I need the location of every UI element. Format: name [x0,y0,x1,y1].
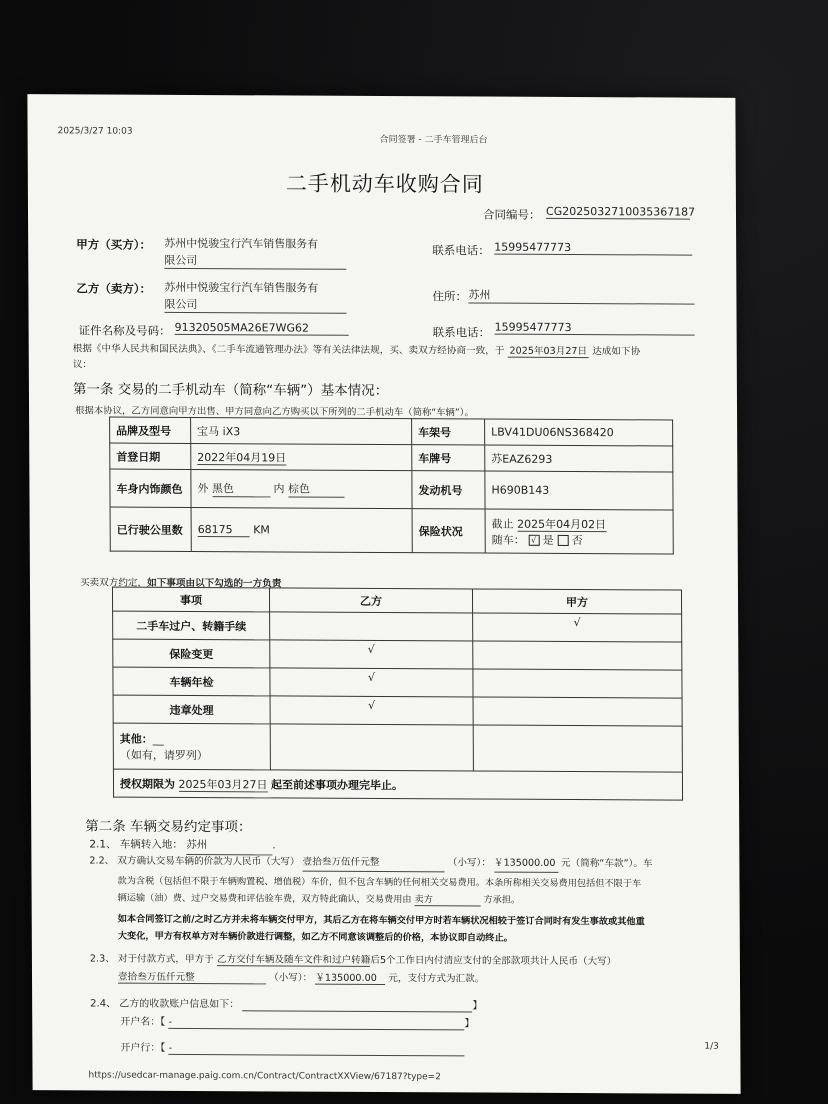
contract-no: CG2025032710035367187 [545,204,696,219]
duty-row-item: 车辆年检 [113,667,270,696]
duty-row-item: 二手车过户、转籍手续 [113,611,270,640]
duty-row-a [473,697,682,726]
duty-row-b: √ [270,668,473,697]
holder-label: 开户名：【 [120,1016,166,1028]
intro-text [73,340,641,357]
c23-small: ￥135000.00 [315,970,385,985]
c24-bracket: 】 [472,1000,483,1012]
mileage-unit: KM [253,522,270,536]
holder-row [120,1013,474,1031]
cert-phone-label: 联系电话： [432,325,491,340]
duty-table [112,587,683,801]
duty-row-item: 违章处理 [113,695,270,724]
int-color: 棕色 [288,480,344,497]
c22-no: 2.2、 [89,855,115,867]
vehicle-table [109,417,674,555]
contract-paper [27,94,740,1094]
bank-row [120,1039,464,1057]
ext-color: 黑色 [212,480,270,497]
party-b-label: 乙方（卖方）： [76,281,152,296]
party-a-phone: 15995477773 [494,241,692,256]
c24-line [242,999,472,1012]
deadline-cell [113,769,682,800]
clause-2-3-line1 [90,950,616,967]
intro-tail: 达成如下协 [592,346,641,358]
party-b-addr-label: 住所： [432,289,467,304]
clause-2-2-line1 [89,852,652,873]
mileage-cell [191,507,412,552]
c23-no: 2.3、 [89,953,115,965]
duty-row-item: 保险变更 [113,639,270,668]
clause-2-2-line3 [118,890,521,907]
c22-small-label: （小写）： [447,857,491,869]
duty-other-b [270,724,473,771]
duty-other-a [473,725,682,772]
brand-value: 宝马 iX3 [191,417,412,444]
reg-label: 首登日期 [110,443,191,469]
c22-tail: 元（简称“车款”）。车 [560,857,653,870]
article-1-title: 第一条 交易的二手机动车（简称“车辆”）基本情况： [72,381,389,400]
ins-with: 随车： [491,533,525,547]
deadline-label: 授权期限为 [119,777,176,791]
c23-upper: 壹拾叁万伍仟元整 [118,969,266,985]
bold-clause-line1: 如本合同签订之前/之时乙方并未将车辆交付甲方，其后乙方在将车辆交付甲方时若车辆状况相较于签订合同时有发生事故或其他重 [117,913,645,928]
duty-intro-a: 买卖双方约定， [79,577,148,589]
print-datetime: 2025/3/27 10:03 [57,126,133,137]
reg-value: 2022年04月19日 [197,450,287,464]
vin-value: LBV41DU06NS368420 [485,419,673,446]
party-b-name-1: 苏州中悦骏宝行汽车销售服务有 [164,280,319,295]
color-cell [191,469,412,508]
intro-body: 根据《中华人民共和国民法典》、《二手车流通管理办法》等有关法律法规，买、卖双方经协商一致，于 [72,343,505,357]
clause-2-3-line2 [118,969,484,986]
other-blank: __ [152,732,164,746]
c23-a: 对于付款方式，甲方于 [117,953,214,966]
ins-prefix: 截止 [491,517,514,531]
engine-label: 发动机号 [412,471,485,509]
c22-l3a: 辆运输（油）费、过户交易费和评估验车费，双方特此确认，交易费用由 [117,892,412,906]
c23-b: 后5个工作日内付清应支付的全部款项共计人民币（大写） [370,954,617,968]
ins-date: 2025年04月02日 [517,517,607,531]
other-label: 其他： [119,732,153,746]
c22-small: ￥135000.00 [494,855,558,873]
brand-label: 品牌及型号 [110,417,191,443]
c24-label: 乙方的收款账户信息如下： [119,998,240,1011]
intro-line2: 议： [72,359,93,371]
intro-date: 2025年03月27日 [507,346,589,358]
duty-row-a [473,669,682,698]
duty-row-a: √ [473,613,682,642]
mileage-label: 已行驶公里数 [110,507,191,551]
deadline-tail: 起至前述事项办理完毕止。 [270,777,404,792]
contract-no-label: 合同编号： [482,207,541,222]
party-a-name-1: 苏州中悦骏宝行汽车销售服务有 [164,236,319,251]
yes-checkbox: √ [528,535,539,546]
party-a-name-2: 限公司 [164,252,346,270]
c21-value: 苏州 [186,837,272,855]
c22-upper: 壹拾叁万伍仟元整 [303,854,445,873]
cert-value: 91320505MA26E7WG62 [175,321,349,336]
plate-label: 车牌号 [412,445,485,471]
col-party-a: 甲方 [472,589,681,614]
c22-l3b: 方承担。 [483,894,521,906]
c23-cond: 乙方交付车辆及随车文件和过户转籍 [216,954,371,966]
c22-payer: 卖方 [414,891,480,906]
col-item: 事项 [112,587,269,612]
footer-url: https://usedcar-manage.paig.com.cn/Contract/ContractXXView/67187?type=2 [88,1070,441,1083]
clause-2-2-line2: 款为含税（包括但不限于车辆购置税、增值税）车价，但不包含车辆的任何相关交易费用。本条所称相关交易费用包括但不限于车 [117,875,642,890]
ext-prefix: 外 [197,482,209,496]
duty-row-b: √ [270,640,473,669]
col-party-b: 乙方 [269,588,472,613]
holder-bracket: 】 [464,1018,475,1030]
plate-value: 苏EAZ6293 [485,445,673,472]
mileage-value: 68175 [198,523,250,537]
party-a-phone-label: 联系电话： [432,243,490,258]
c23-tail: 元，支付方式为汇款。 [388,973,485,985]
article-1-note: 根据本协议，乙方同意向甲方出售、甲方同意向乙方购买以下所列的二手机动车（简称“车辆”）。 [75,405,474,419]
color-label: 车身内饰颜色 [110,469,191,507]
c23-small-label: （小写）： [269,972,313,984]
c24-no: 2.4、 [90,998,117,1010]
duty-row-b [270,612,473,641]
bank-label: 开户行：【 [120,1042,166,1054]
int-prefix: 内 [273,482,285,496]
cert-phone: 15995477773 [495,321,695,336]
duty-row-a [473,641,682,670]
party-b-name-2: 限公司 [164,296,346,314]
engine-value: H690B143 [485,471,673,510]
bank-value: - [169,1043,465,1057]
c21-no: 2.1、 [89,838,117,851]
doc-title: 二手机动车收购合同 [285,171,484,197]
cert-label: 证件名称及号码： [78,323,171,338]
party-a-label: 甲方（买方）： [76,237,151,252]
vin-label: 车架号 [412,419,485,445]
duty-row-b: √ [270,696,473,725]
article-2-title: 第二条 车辆交易约定事项： [85,818,252,836]
clause-2-4 [90,994,482,1012]
deadline-date: 2025年03月27日 [178,777,268,791]
c22-a: 双方确认交易车辆的价款为人民币（大写） [117,855,300,868]
no-label: 否 [571,533,583,547]
holder-value: - [168,1017,464,1031]
insurance-label: 保险状况 [412,509,485,553]
duty-other-cell [113,723,270,770]
page-number: 1/3 [704,1041,719,1052]
clause-2-1: 2.1、 车辆转入地： 苏州 . [89,836,275,855]
party-b-addr: 苏州 [468,286,694,304]
print-page-title: 合同签署 - 二手车管理后台 [379,134,488,146]
duty-intro-b: 如下事项由以下勾选的一方负责 [147,577,282,590]
reg-cell [191,443,412,470]
other-note: （如有，请罗列） [119,748,208,762]
insurance-cell [485,509,673,554]
yes-label: 是 [542,533,554,547]
c21-label: 车辆转入地： [119,838,183,851]
bold-clause-line2: 大变化，甲方有权单方对车辆价款进行调整，如乙方不同意该调整后的价格，本协议即自动终止。 [117,930,513,944]
no-checkbox [557,535,568,546]
